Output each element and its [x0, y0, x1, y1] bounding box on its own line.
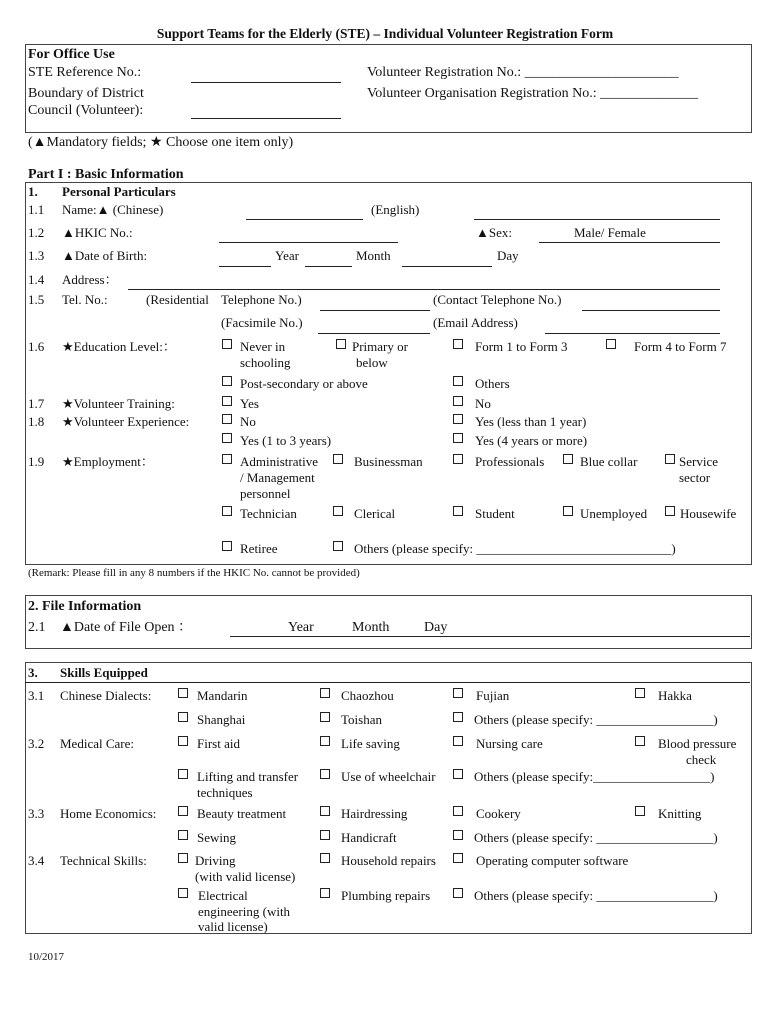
tel-residential-label: (Residential [146, 292, 209, 307]
district-field[interactable] [191, 118, 341, 119]
life-saving-label: Life saving [341, 736, 400, 751]
row-1-2-num: 1.2 [28, 225, 45, 240]
mandarin-checkbox[interactable] [178, 688, 188, 698]
legend-note: (▲Mandatory fields; ★ Choose one item only) [28, 135, 294, 150]
mandarin-label: Mandarin [197, 688, 248, 703]
emp-service-label-2: sector [679, 470, 711, 485]
beauty-label: Beauty treatment [197, 806, 287, 821]
driving-label-1: Driving [195, 853, 236, 868]
skill-3-3-num: 3.3 [28, 806, 45, 821]
file-open-label: ▲Date of File Open ： [60, 620, 193, 635]
plumbing-checkbox[interactable] [320, 888, 330, 898]
home-others-label[interactable]: Others (please specify: __________________) [474, 830, 718, 845]
chaozhou-checkbox[interactable] [320, 688, 330, 698]
household-checkbox[interactable] [320, 853, 330, 863]
sex-label: ▲Sex: [476, 225, 512, 240]
tech-others-label[interactable]: Others (please specify: __________________) [474, 888, 718, 903]
handicraft-checkbox[interactable] [320, 830, 330, 840]
tel-contact-label: (Contact Telephone No.) [433, 292, 562, 307]
emp-student-label: Student [475, 506, 515, 521]
lifting-label-1: Lifting and transfer [197, 769, 299, 784]
exp-less1-label: Yes (less than 1 year) [475, 414, 587, 429]
name-chinese-field[interactable] [246, 219, 363, 220]
dialect-others-checkbox[interactable] [453, 712, 463, 722]
dob-label: ▲Date of Birth: [62, 248, 148, 263]
row-1-6-num: 1.6 [28, 339, 45, 354]
tel-label: Tel. No.: [62, 292, 108, 307]
ste-ref-field[interactable] [191, 82, 341, 83]
household-label: Household repairs [341, 853, 436, 868]
fax-label: (Facsimile No.) [221, 315, 303, 330]
first-aid-label: First aid [197, 736, 240, 751]
dialect-others-label[interactable]: Others (please specify: __________________) [474, 712, 718, 727]
emp-admin-label-2: / Management [240, 470, 315, 485]
medical-label: Medical Care: [60, 736, 134, 751]
wheelchair-checkbox[interactable] [320, 769, 330, 779]
dob-day-label: Day [497, 248, 519, 263]
nursing-label: Nursing care [476, 736, 543, 751]
home-others-checkbox[interactable] [453, 830, 463, 840]
hakka-label: Hakka [658, 688, 692, 703]
employment-label: ★Employment： [62, 454, 154, 469]
driving-label-2: (with valid license) [195, 869, 296, 884]
life-saving-checkbox[interactable] [320, 736, 330, 746]
file-open-month: Month [352, 620, 390, 635]
emp-tech-label: Technician [240, 506, 297, 521]
sewing-checkbox[interactable] [178, 830, 188, 840]
emp-others-label[interactable]: Others (please specify: ______________________________) [354, 541, 676, 556]
office-use-heading: For Office Use [28, 47, 115, 62]
vol-reg-label: Volunteer Registration No.: ______________________ [367, 65, 679, 80]
emp-clerical-label: Clerical [354, 506, 396, 521]
emp-retiree-label: Retiree [240, 541, 278, 556]
emp-blue-checkbox[interactable] [563, 454, 573, 464]
training-yes-label: Yes [240, 396, 259, 411]
skill-3-1-num: 3.1 [28, 688, 45, 703]
emp-tech-checkbox[interactable] [222, 506, 232, 516]
row-1-9-num: 1.9 [28, 454, 45, 469]
lifting-label-2: techniques [197, 785, 253, 800]
edu-never-checkbox[interactable] [222, 339, 232, 349]
home-econ-label: Home Economics: [60, 806, 157, 821]
toishan-label: Toishan [341, 712, 382, 727]
plumbing-label: Plumbing repairs [341, 888, 431, 903]
district-label-1: Boundary of District [28, 86, 144, 101]
hkic-remark: (Remark: Please fill in any 8 numbers if the HKIC No. cannot be provided) [28, 567, 360, 579]
skill-3-4-num: 3.4 [28, 853, 45, 868]
fax-field[interactable] [318, 333, 430, 334]
shanghai-checkbox[interactable] [178, 712, 188, 722]
edu-others-checkbox[interactable] [453, 376, 463, 386]
technical-label: Technical Skills: [60, 853, 147, 868]
bp-label-1: Blood pressure [658, 736, 737, 751]
edu-never-label-1: Never in [240, 339, 286, 354]
emp-others-checkbox[interactable] [333, 541, 343, 551]
exp-1to3-checkbox[interactable] [222, 433, 232, 443]
bp-label-2: check [686, 752, 717, 767]
fujian-checkbox[interactable] [453, 688, 463, 698]
name-english-field[interactable] [474, 219, 720, 220]
training-label: ★Volunteer Training: [62, 396, 175, 411]
address-label: Address： [62, 272, 118, 287]
dob-year-field[interactable] [219, 266, 271, 267]
sewing-label: Sewing [197, 830, 236, 845]
computer-checkbox[interactable] [453, 853, 463, 863]
email-field[interactable] [545, 333, 720, 334]
electrical-label-3: valid license) [198, 919, 268, 934]
hkic-field[interactable] [219, 242, 398, 243]
emp-retiree-checkbox[interactable] [222, 541, 232, 551]
shanghai-label: Shanghai [197, 712, 246, 727]
emp-housewife-checkbox[interactable] [665, 506, 675, 516]
knitting-checkbox[interactable] [635, 806, 645, 816]
edu-never-label-2: schooling [240, 355, 291, 370]
file-info-heading: 2. File Information [28, 599, 142, 614]
emp-housewife-label: Housewife [680, 506, 737, 521]
bp-checkbox[interactable] [635, 736, 645, 746]
cookery-checkbox[interactable] [453, 806, 463, 816]
emp-prof-checkbox[interactable] [453, 454, 463, 464]
edu-form13-label: Form 1 to Form 3 [475, 339, 568, 354]
hakka-checkbox[interactable] [635, 688, 645, 698]
lifting-checkbox[interactable] [178, 769, 188, 779]
skills-header-rule [25, 682, 750, 683]
section-1-title: Personal Particulars [62, 184, 176, 199]
tech-others-checkbox[interactable] [453, 888, 463, 898]
name-chinese-label: Name:▲ (Chinese) [62, 202, 164, 217]
row-1-8-num: 1.8 [28, 414, 45, 429]
sex-field[interactable] [539, 242, 720, 243]
dob-year-label: Year [275, 248, 299, 263]
email-label: (Email Address) [433, 315, 518, 330]
emp-clerical-checkbox[interactable] [333, 506, 343, 516]
district-label-2: Council (Volunteer): [28, 103, 144, 118]
electrical-label-1: Electrical [198, 888, 248, 903]
emp-admin-label-1: Administrative [240, 454, 318, 469]
hkic-label: ▲HKIC No.: [62, 225, 133, 240]
experience-label: ★Volunteer Experience: [62, 414, 190, 429]
tel-residential-label-2: Telephone No.) [221, 292, 302, 307]
edu-primary-label-1: Primary or [352, 339, 408, 354]
education-label: ★Education Level:： [62, 339, 176, 354]
dialects-label: Chinese Dialects: [60, 688, 152, 703]
hairdressing-checkbox[interactable] [320, 806, 330, 816]
exp-4more-checkbox[interactable] [453, 433, 463, 443]
row-1-4-num: 1.4 [28, 272, 45, 287]
edu-primary-label-2: below [356, 355, 388, 370]
exp-1to3-label: Yes (1 to 3 years) [240, 433, 332, 448]
electrical-label-2: engineering (with [198, 904, 291, 919]
emp-unemployed-checkbox[interactable] [563, 506, 573, 516]
computer-label: Operating computer software [476, 853, 629, 868]
row-1-1-num: 1.1 [28, 202, 45, 217]
row-1-3-num: 1.3 [28, 248, 45, 263]
name-english-label: (English) [371, 202, 420, 217]
training-no-checkbox[interactable] [453, 396, 463, 406]
emp-admin-label-3: personnel [240, 486, 291, 501]
tel-contact-field[interactable] [582, 310, 720, 311]
emp-unemployed-label: Unemployed [580, 506, 648, 521]
skill-3-2-num: 3.2 [28, 736, 45, 751]
emp-business-checkbox[interactable] [333, 454, 343, 464]
dob-month-label: Month [356, 248, 391, 263]
address-field[interactable] [128, 289, 720, 290]
exp-no-checkbox[interactable] [222, 414, 232, 424]
file-open-year: Year [288, 620, 314, 635]
driving-checkbox[interactable] [178, 853, 188, 863]
toishan-checkbox[interactable] [320, 712, 330, 722]
part1-heading: Part I : Basic Information [28, 167, 184, 182]
emp-blue-label: Blue collar [580, 454, 638, 469]
exp-4more-label: Yes (4 years or more) [475, 433, 588, 448]
edu-post-label: Post-secondary or above [240, 376, 368, 391]
dob-month-field[interactable] [305, 266, 352, 267]
hairdressing-label: Hairdressing [341, 806, 408, 821]
edu-form47-checkbox[interactable] [606, 339, 616, 349]
section-1-num: 1. [28, 184, 38, 199]
edu-post-checkbox[interactable] [222, 376, 232, 386]
emp-service-checkbox[interactable] [665, 454, 675, 464]
file-open-field[interactable] [230, 636, 750, 637]
emp-business-label: Businessman [354, 454, 423, 469]
chaozhou-label: Chaozhou [341, 688, 394, 703]
emp-admin-checkbox[interactable] [222, 454, 232, 464]
fujian-label: Fujian [476, 688, 510, 703]
cookery-label: Cookery [476, 806, 521, 821]
file-info-num: 2.1 [28, 620, 46, 635]
electrical-checkbox[interactable] [178, 888, 188, 898]
beauty-checkbox[interactable] [178, 806, 188, 816]
medical-others-checkbox[interactable] [453, 769, 463, 779]
edu-form47-label: Form 4 to Form 7 [634, 339, 727, 354]
row-1-5-num: 1.5 [28, 292, 45, 307]
edu-primary-checkbox[interactable] [336, 339, 346, 349]
knitting-label: Knitting [658, 806, 702, 821]
skills-title: Skills Equipped [60, 665, 148, 680]
dob-day-field[interactable] [402, 266, 492, 267]
sex-options[interactable]: Male/ Female [574, 225, 646, 240]
handicraft-label: Handicraft [341, 830, 397, 845]
medical-others-label[interactable]: Others (please specify:__________________) [474, 769, 715, 784]
ste-ref-label: STE Reference No.: [28, 65, 142, 80]
nursing-checkbox[interactable] [453, 736, 463, 746]
file-open-day: Day [424, 620, 448, 635]
org-reg-label: Volunteer Organisation Registration No.: ______________ [367, 86, 699, 101]
tel-residential-field[interactable] [320, 310, 430, 311]
footer-date: 10/2017 [28, 951, 65, 963]
training-no-label: No [475, 396, 491, 411]
training-yes-checkbox[interactable] [222, 396, 232, 406]
exp-no-label: No [240, 414, 256, 429]
wheelchair-label: Use of wheelchair [341, 769, 436, 784]
edu-others-label: Others [475, 376, 510, 391]
emp-student-checkbox[interactable] [453, 506, 463, 516]
first-aid-checkbox[interactable] [178, 736, 188, 746]
emp-prof-label: Professionals [475, 454, 545, 469]
row-1-7-num: 1.7 [28, 396, 45, 411]
emp-service-label-1: Service [679, 454, 718, 469]
skills-num: 3. [28, 665, 38, 680]
edu-form13-checkbox[interactable] [453, 339, 463, 349]
page-title: Support Teams for the Elderly (STE) – Individual Volunteer Registration Form [156, 26, 614, 41]
exp-less1-checkbox[interactable] [453, 414, 463, 424]
